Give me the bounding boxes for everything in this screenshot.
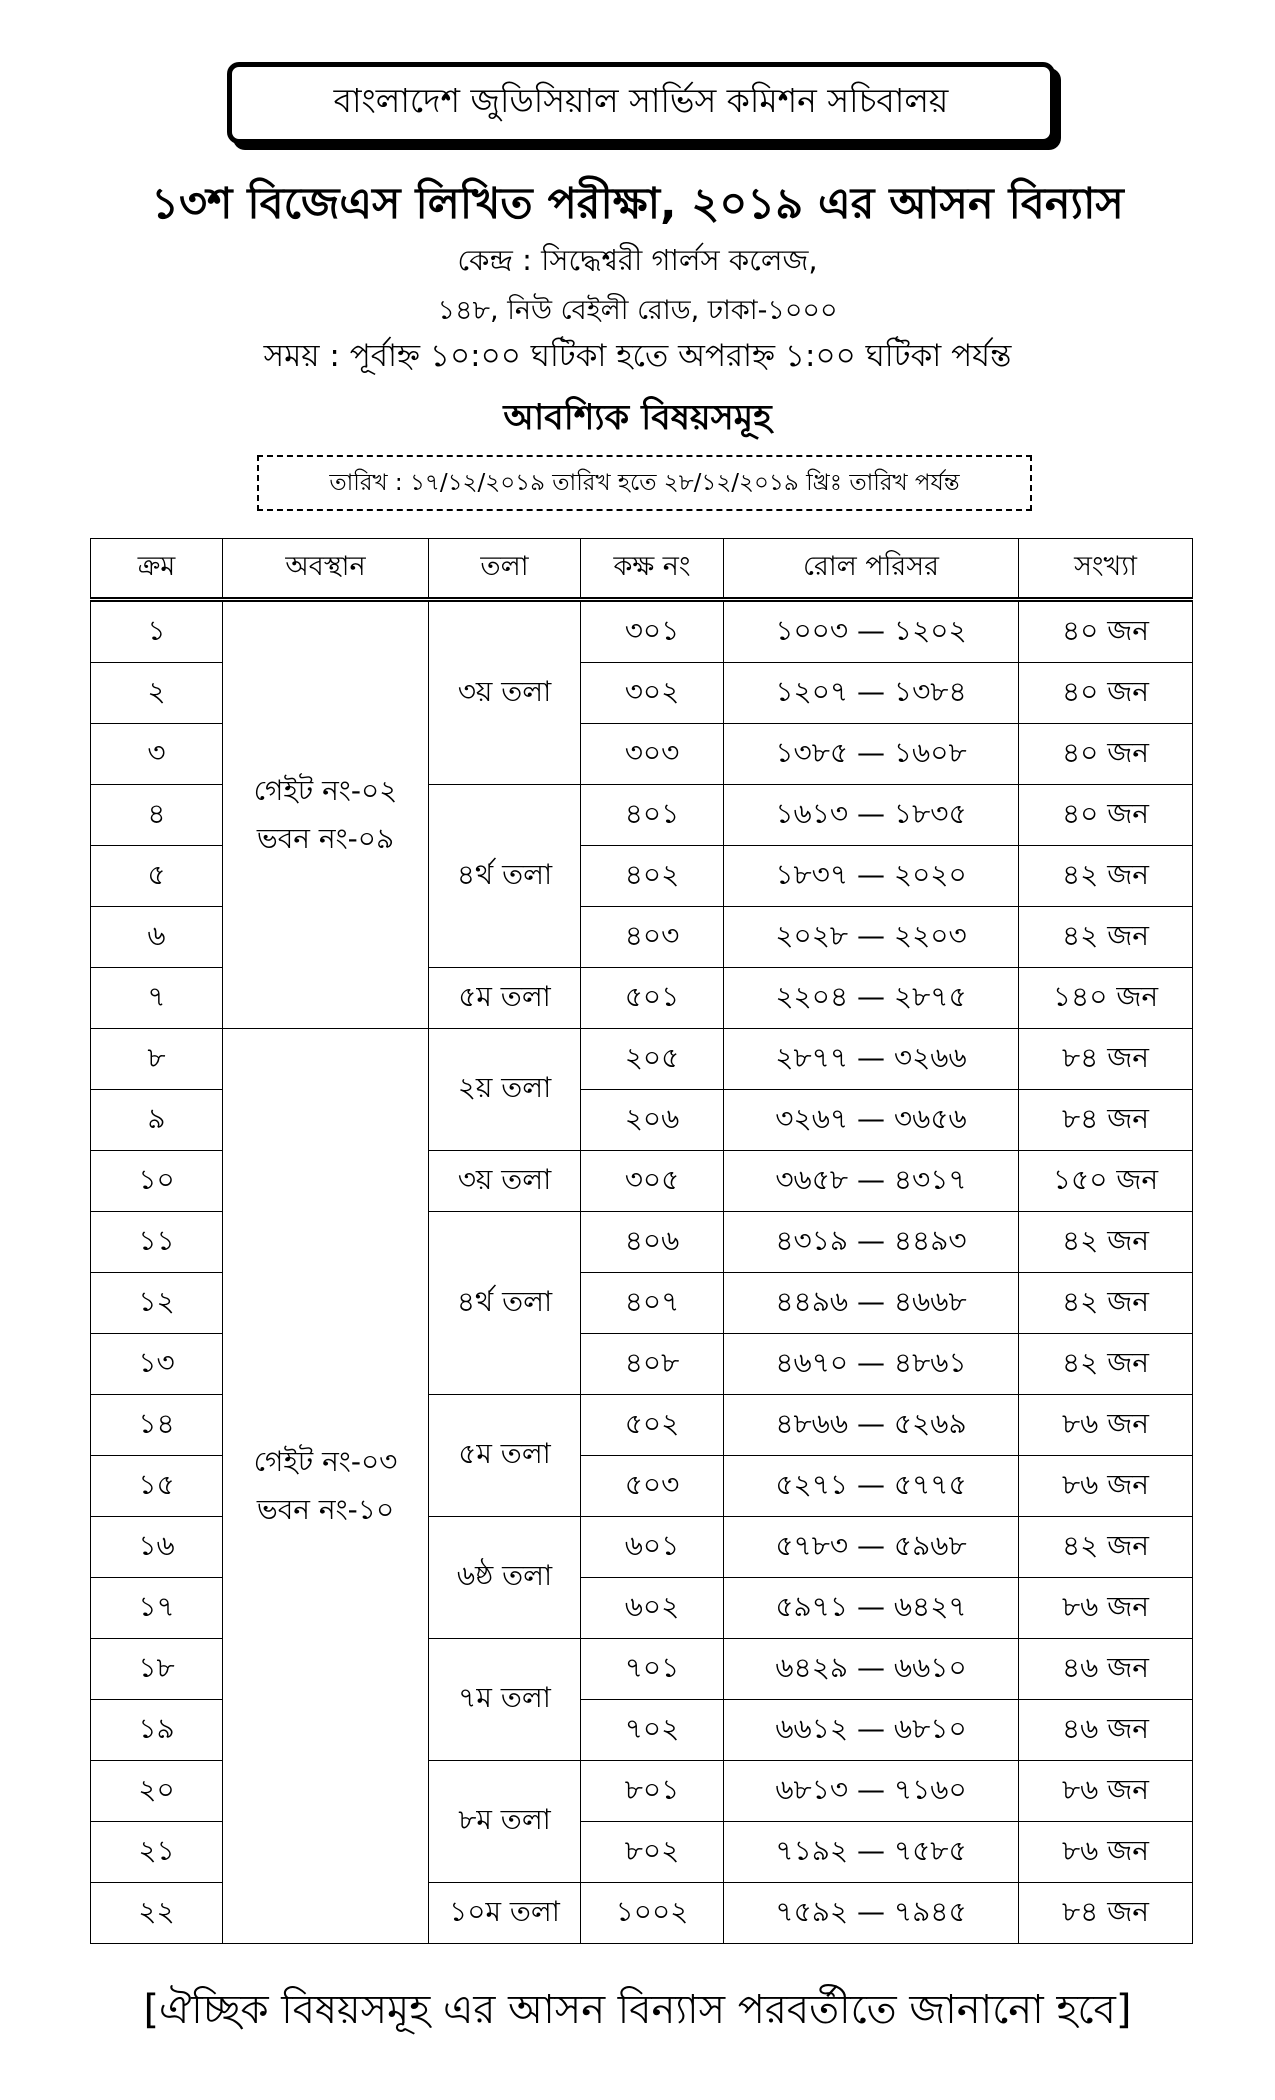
roll-range-cell: ৩২৬৭ — ৩৬৫৬ <box>724 1090 1019 1151</box>
table-row <box>91 600 1193 663</box>
room-cell: ৫০১ <box>581 968 724 1029</box>
roll-range-cell: ৭৫৯২ — ৭৯৪৫ <box>724 1883 1019 1944</box>
table-header-row <box>91 539 1193 600</box>
roll-range-cell: ৩৬৫৮ — ৪৩১৭ <box>724 1151 1019 1212</box>
count-cell: ৮৬ জন <box>1019 1456 1193 1517</box>
roll-range-cell: ১৬১৩ — ১৮৩৫ <box>724 785 1019 846</box>
roll-range-cell: ১০০৩ — ১২০২ <box>724 600 1019 663</box>
location-cell <box>223 600 429 1029</box>
room-cell: ১০০২ <box>581 1883 724 1944</box>
serial-cell: ৭ <box>91 968 223 1029</box>
roll-range-cell: ৬৪২৯ — ৬৬১০ <box>724 1639 1019 1700</box>
commission-header-box <box>227 62 1055 144</box>
count-cell: ৪২ জন <box>1019 1517 1193 1578</box>
seat-plan-table <box>90 538 1193 1944</box>
count-cell: ৪৬ জন <box>1019 1700 1193 1761</box>
serial-cell: ১৪ <box>91 1395 223 1456</box>
count-cell: ৪২ জন <box>1019 1334 1193 1395</box>
count-cell: ৪০ জন <box>1019 724 1193 785</box>
room-cell: ২০৫ <box>581 1029 724 1090</box>
serial-cell: ২২ <box>91 1883 223 1944</box>
floor-cell: ৮ম তলা <box>429 1761 581 1883</box>
count-cell: ১৪০ জন <box>1019 968 1193 1029</box>
floor-cell: ৭ম তলা <box>429 1639 581 1761</box>
count-cell: ৮৪ জন <box>1019 1029 1193 1090</box>
roll-range-cell: ২৮৭৭ — ৩২৬৬ <box>724 1029 1019 1090</box>
room-cell: ৬০১ <box>581 1517 724 1578</box>
floor-cell: ৫ম তলা <box>429 968 581 1029</box>
serial-cell: ১৭ <box>91 1578 223 1639</box>
serial-cell: ১২ <box>91 1273 223 1334</box>
room-cell: ৪০৮ <box>581 1334 724 1395</box>
count-cell: ৪৬ জন <box>1019 1639 1193 1700</box>
column-header-floor: তলা <box>429 539 581 600</box>
count-cell: ১৫০ জন <box>1019 1151 1193 1212</box>
count-cell: ৪০ জন <box>1019 785 1193 846</box>
room-cell: ৫০২ <box>581 1395 724 1456</box>
serial-cell: ১৩ <box>91 1334 223 1395</box>
serial-cell: ২১ <box>91 1822 223 1883</box>
room-cell: ৩০৫ <box>581 1151 724 1212</box>
serial-cell: ৬ <box>91 907 223 968</box>
floor-cell: ৪র্থ তলা <box>429 785 581 968</box>
commission-name: বাংলাদেশ জুডিসিয়াল সার্ভিস কমিশন সচিবালয় <box>333 81 949 120</box>
exam-title: ১৩শ বিজেএস লিখিত পরীক্ষা, ২০১৯ এর আসন বিন্যাস <box>151 179 1124 229</box>
room-cell: ২০৬ <box>581 1090 724 1151</box>
count-cell: ৮৬ জন <box>1019 1578 1193 1639</box>
count-cell: ৮৬ জন <box>1019 1395 1193 1456</box>
subjects-heading: আবশ্যিক বিষয়সমূহ <box>503 398 772 438</box>
roll-range-cell: ১৮৩৭ — ২০২০ <box>724 846 1019 907</box>
floor-cell: ১০ম তলা <box>429 1883 581 1944</box>
serial-cell: ১০ <box>91 1151 223 1212</box>
date-range-box <box>257 455 1032 511</box>
exam-time: সময় : পূর্বাহ্ন ১০:০০ ঘটিকা হতে অপরাহ্ন ১:০০ ঘটিকা পর্যন্ত <box>263 338 1012 374</box>
roll-range-cell: ৫৯৭১ — ৬৪২৭ <box>724 1578 1019 1639</box>
table-row <box>91 1029 1193 1090</box>
room-cell: ৩০১ <box>581 600 724 663</box>
floor-cell: ৩য় তলা <box>429 600 581 785</box>
serial-cell: ৫ <box>91 846 223 907</box>
roll-range-cell: ৬৬১২ — ৬৮১০ <box>724 1700 1019 1761</box>
count-cell: ৪২ জন <box>1019 1273 1193 1334</box>
footer-note: [ঐচ্ছিক বিষয়সমূহ এর আসন বিন্যাস পরবর্তীতে জানানো হবে] <box>143 1987 1132 2033</box>
serial-cell: ১৬ <box>91 1517 223 1578</box>
room-cell: ৬০২ <box>581 1578 724 1639</box>
roll-range-cell: ৫৭৮৩ — ৫৯৬৮ <box>724 1517 1019 1578</box>
serial-cell: ৩ <box>91 724 223 785</box>
roll-range-cell: ২০২৮ — ২২০৩ <box>724 907 1019 968</box>
count-cell: ৪২ জন <box>1019 907 1193 968</box>
room-cell: ৭০২ <box>581 1700 724 1761</box>
building-label: ভবন নং-১০ <box>256 1493 395 1526</box>
date-range: তারিখ : ১৭/১২/২০১৯ তারিখ হতে ২৮/১২/২০১৯ খ্রিঃ তারিখ পর্যন্ত <box>329 469 960 496</box>
serial-cell: ৯ <box>91 1090 223 1151</box>
column-header-serial: ক্রম <box>91 539 223 600</box>
roll-range-cell: ৬৮১৩ — ৭১৬০ <box>724 1761 1019 1822</box>
room-cell: ৪০২ <box>581 846 724 907</box>
room-cell: ৫০৩ <box>581 1456 724 1517</box>
room-cell: ৪০৩ <box>581 907 724 968</box>
room-cell: ৩০২ <box>581 663 724 724</box>
column-header-location: অবস্থান <box>223 539 429 600</box>
serial-cell: ২০ <box>91 1761 223 1822</box>
count-cell: ৮৬ জন <box>1019 1822 1193 1883</box>
floor-cell: ৬ষ্ঠ তলা <box>429 1517 581 1639</box>
serial-cell: ৮ <box>91 1029 223 1090</box>
column-header-roll-range: রোল পরিসর <box>724 539 1019 600</box>
roll-range-cell: ৪৩১৯ — ৪৪৯৩ <box>724 1212 1019 1273</box>
gate-label: গেইট নং-০২ <box>253 774 398 807</box>
location-cell <box>223 1029 429 1944</box>
room-cell: ৭০১ <box>581 1639 724 1700</box>
count-cell: ৮৬ জন <box>1019 1761 1193 1822</box>
exam-center: কেন্দ্র : সিদ্ধেশ্বরী গার্লস কলেজ, <box>457 243 818 277</box>
room-cell: ৩০৩ <box>581 724 724 785</box>
room-cell: ৮০১ <box>581 1761 724 1822</box>
roll-range-cell: ১৩৮৫ — ১৬০৮ <box>724 724 1019 785</box>
room-cell: ৪০৬ <box>581 1212 724 1273</box>
roll-range-cell: ৪৪৯৬ — ৪৬৬৮ <box>724 1273 1019 1334</box>
floor-cell: ৪র্থ তলা <box>429 1212 581 1395</box>
serial-cell: ১১ <box>91 1212 223 1273</box>
roll-range-cell: ৫২৭১ — ৫৭৭৫ <box>724 1456 1019 1517</box>
room-cell: ৮০২ <box>581 1822 724 1883</box>
count-cell: ৪২ জন <box>1019 846 1193 907</box>
count-cell: ৪০ জন <box>1019 600 1193 663</box>
building-label: ভবন নং-০৯ <box>256 822 395 855</box>
roll-range-cell: ২২০৪ — ২৮৭৫ <box>724 968 1019 1029</box>
serial-cell: ১৮ <box>91 1639 223 1700</box>
serial-cell: ৪ <box>91 785 223 846</box>
column-header-count: সংখ্যা <box>1019 539 1193 600</box>
gate-label: গেইট নং-০৩ <box>253 1445 398 1478</box>
exam-center-address: ১৪৮, নিউ বেইলী রোড, ঢাকা-১০০০ <box>437 295 838 326</box>
room-cell: ৪০১ <box>581 785 724 846</box>
roll-range-cell: ৭১৯২ — ৭৫৮৫ <box>724 1822 1019 1883</box>
serial-cell: ১৫ <box>91 1456 223 1517</box>
floor-cell: ৫ম তলা <box>429 1395 581 1517</box>
count-cell: ৪২ জন <box>1019 1212 1193 1273</box>
serial-cell: ২ <box>91 663 223 724</box>
count-cell: ৮৪ জন <box>1019 1090 1193 1151</box>
count-cell: ৪০ জন <box>1019 663 1193 724</box>
floor-cell: ৩য় তলা <box>429 1151 581 1212</box>
serial-cell: ১৯ <box>91 1700 223 1761</box>
roll-range-cell: ৪৮৬৬ — ৫২৬৯ <box>724 1395 1019 1456</box>
floor-cell: ২য় তলা <box>429 1029 581 1151</box>
serial-cell: ১ <box>91 600 223 663</box>
room-cell: ৪০৭ <box>581 1273 724 1334</box>
roll-range-cell: ৪৬৭০ — ৪৮৬১ <box>724 1334 1019 1395</box>
roll-range-cell: ১২০৭ — ১৩৮৪ <box>724 663 1019 724</box>
count-cell: ৮৪ জন <box>1019 1883 1193 1944</box>
column-header-room: কক্ষ নং <box>581 539 724 600</box>
